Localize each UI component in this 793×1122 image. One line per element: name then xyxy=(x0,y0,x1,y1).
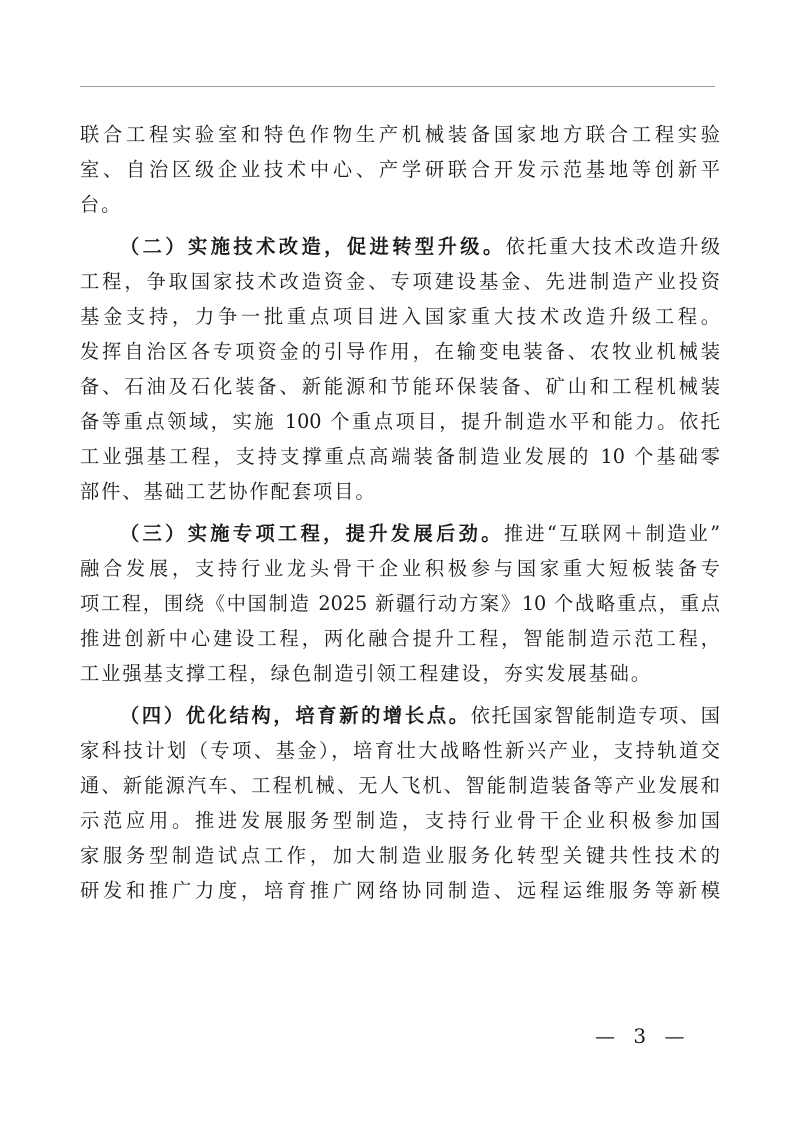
paragraph-start-line xyxy=(80,230,720,264)
text-line: 工程，争取国家技术改造资金、专项建设基金、先进制造产业投资 xyxy=(80,270,720,293)
text-line: 家服务型制造试点工作，加大制造业服务化转型关键共性技术的 xyxy=(80,844,720,867)
header-rule xyxy=(80,86,715,87)
text-line: 通、新能源汽车、工程机械、无人飞机、智能制造装备等产业发展和 xyxy=(80,774,720,797)
text-line: 研发和推广力度，培育推广网络协同制造、远程运维服务等新模 xyxy=(80,879,720,902)
text-run: 推进“互联网＋制造业” xyxy=(503,522,721,545)
text-run: 依托国家智能制造专项、国 xyxy=(470,704,720,727)
text-line: 备、石油及石化装备、新能源和节能环保装备、矿山和工程机械装 xyxy=(80,375,720,398)
text-line: 部件、基础工艺协作配套项目。 xyxy=(80,480,377,503)
page-number: — 3 — xyxy=(595,1024,691,1048)
text-line: 家科技计划（专项、基金），培育壮大战略性新兴产业，支持轨道交 xyxy=(80,739,720,762)
text-run: 依托重大技术改造升级 xyxy=(505,235,721,258)
text-line: 联合工程实验室和特色作物生产机械装备国家地方联合工程实验 xyxy=(80,123,720,146)
paragraph-start-line xyxy=(80,699,720,733)
document-body xyxy=(80,118,720,909)
paragraph-start-line xyxy=(80,517,720,551)
text-line: 示范应用。推进发展服务型制造，支持行业骨干企业积极参加国 xyxy=(80,809,720,832)
text-line: 工业强基支撑工程，绿色制造引领工程建设，夯实发展基础。 xyxy=(80,662,653,685)
text-line: 基金支持，力争一批重点项目进入国家重大技术改造升级工程。 xyxy=(80,305,720,328)
text-line: 室、自治区级企业技术中心、产学研联合开发示范基地等创新平 xyxy=(80,158,720,181)
text-line: 工业强基工程，支持支撑重点高端装备制造业发展的 10 个基础零 xyxy=(80,445,720,468)
section-heading: （四）优化结构，培育新的增长点。 xyxy=(120,704,471,727)
text-line: 融合发展，支持行业龙头骨干企业积极参与国家重大短板装备专 xyxy=(80,557,720,580)
text-line: 发挥自治区各专项资金的引导作用，在输变电装备、农牧业机械装 xyxy=(80,340,720,363)
text-line: 台。 xyxy=(80,193,123,216)
text-line: 项工程，围绕《中国制造 2025 新疆行动方案》10 个战略重点，重点 xyxy=(80,592,720,615)
text-line: 推进创新中心建设工程，两化融合提升工程，智能制造示范工程， xyxy=(80,627,720,650)
section-heading: （三）实施专项工程，提升发展后劲。 xyxy=(120,522,504,545)
text-line: 备等重点领域，实施 100 个重点项目，提升制造水平和能力。依托 xyxy=(80,410,720,433)
section-heading: （二）实施技术改造，促进转型升级。 xyxy=(120,235,506,258)
